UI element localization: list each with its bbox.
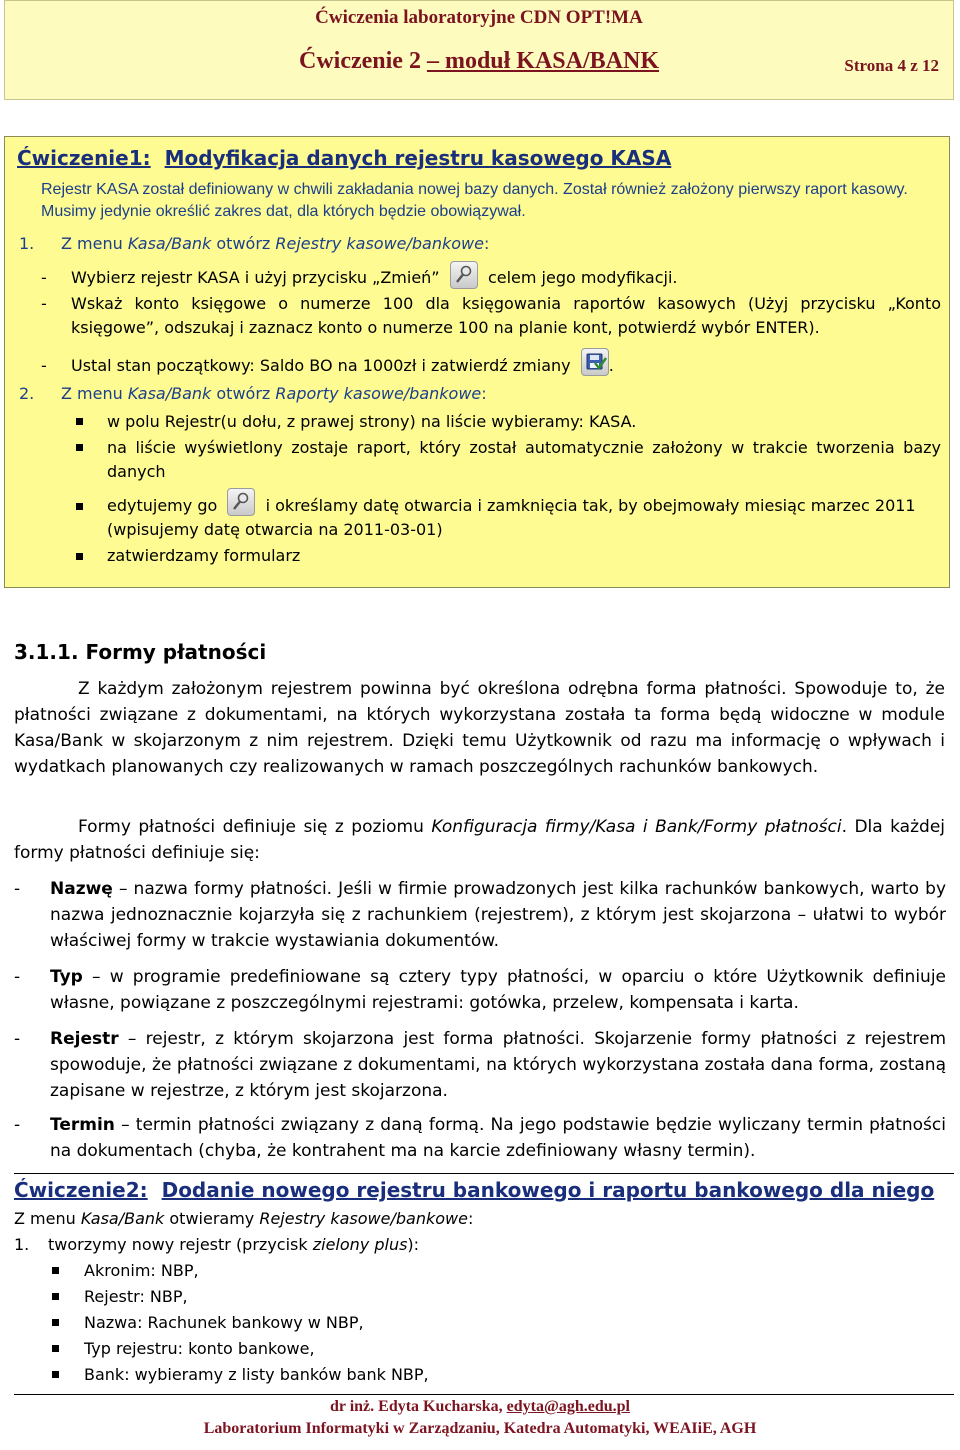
ex2-bullet-square — [52, 1293, 59, 1300]
section-paragraph-2: Formy płatności definiuje się z poziomu Konfiguracja firmy/Kasa i Bank/Formy płatności. Dla każdej formy płatności definiuje się: — [14, 817, 945, 863]
substep-2-line-1: na liście wyświetlony zostaje raport, który został automatycznie założony w trakcie tworzenia bazy — [107, 438, 941, 457]
course-title: Ćwiczenia laboratoryjne CDN OPT!MA — [315, 7, 643, 28]
bullet-square-1 — [76, 418, 83, 425]
substep-4-text: zatwierdzamy formularz — [107, 546, 301, 565]
ex2-bullet-square — [52, 1267, 59, 1274]
save-floppy-icon — [581, 348, 609, 376]
substep-3-line-2: (wpisujemy datę otwarcia na 2011-03-01) — [107, 520, 443, 539]
list-item-rejestr: Rejestr – rejestr, z którym skojarzona jest forma płatności. Skojarzenie formy płatności z rejestrem spowoduje, że płatności związane z dokumentami, na których wykorzystana została dana forma, zostaną zapisane w rejestrze, z którym jest skojarzona. — [50, 1029, 946, 1101]
exercise-2-step-text: tworzymy nowy rejestr (przycisk zielony plus): — [48, 1235, 420, 1254]
list-item-nazwa: Nazwę – nazwa formy płatności. Jeśli w firmie prowadzonych jest kilka rachunków bankowych, warto by nazwa jednoznacznie kojarzyła się z rachunkiem (rejestrem), z którym jest skojarzona – ułatwi to wybór właściwej formy w trakcie wystawiania dokumentów. — [50, 879, 946, 951]
bullet-dash-1: - — [41, 268, 47, 287]
bullet-1-text: Wybierz rejestr KASA i użyj przycisku „Zmień” celem jego modyfikacji. — [71, 267, 678, 289]
ex2-bullet-square — [52, 1371, 59, 1378]
bullet-3-text: Ustal stan początkowy: Saldo BO na 1000zł i zatwierdź zmiany . — [71, 355, 614, 377]
item-dash-3: - — [14, 1029, 21, 1049]
page-header — [4, 0, 954, 100]
chapter-prefix: Ćwiczenie 2 — [298, 48, 427, 74]
footer-rule — [14, 1394, 954, 1395]
ex2-bullet-5: Bank: wybieramy z listy banków bank NBP, — [84, 1365, 429, 1384]
bullet-2-line-1: Wskaż konto księgowe o numerze 100 dla księgowania raportów kasowych (Użyj przycisku „Konto — [71, 294, 941, 313]
ex2-bullet-1: Akronim: NBP, — [84, 1261, 199, 1280]
footer-lab-line: Laboratorium Informatyki w Zarządzaniu, Katedra Automatyki, WEAIiE, AGH — [203, 1420, 757, 1437]
chapter-module: – moduł KASA/BANK — [426, 48, 659, 74]
ex2-bullet-square — [52, 1345, 59, 1352]
exercise-1-box — [4, 136, 950, 588]
section-paragraph-1: Z każdym założonym rejestrem powinna być określona odrębna forma płatności. Spowoduje to, że płatności związane z dokumentami, na których wykorzystana została ta forma będą widoczne w module Kasa/Bank w skojarzonym z nim rejestrem. Dzięki temu Użytkownik od razu ma informację o wpływach i wydatkach planowanych czy realizowanych w ramach poszczególnych rachunków bankowych. — [14, 679, 945, 777]
substep-1-text: w polu Rejestr(u dołu, z prawej strony) na liście wybieramy: KASA. — [107, 412, 637, 431]
exercise-2-title: Ćwiczenie2: Dodanie nowego rejestru bankowego i raportu bankowego dla niego — [14, 1178, 935, 1202]
section-title: 3.1.1. Formy płatności — [14, 640, 267, 664]
step-1-text: Z menu Kasa/Bank otwórz Rejestry kasowe/bankowe: — [61, 234, 490, 253]
item-dash-2: - — [14, 967, 21, 987]
edit-magnifier-icon — [227, 488, 255, 516]
author-email-link[interactable]: edyta@agh.edu.pl — [506, 1398, 630, 1415]
exercise-1-title: Ćwiczenie1: Modyfikacja danych rejestru kasowego KASA — [17, 146, 672, 170]
footer-author-line: dr inż. Edyta Kucharska, edyta@agh.edu.pl — [330, 1398, 630, 1415]
ex2-bullet-square — [52, 1319, 59, 1326]
list-item-typ: Typ – w programie predefiniowane są cztery typy płatności, w oparciu o które Użytkownik definiuje własne, powiązane z poszczególnymi rejestrami: gotówka, przelew, kompensata i karta. — [50, 967, 946, 1013]
item-dash-1: - — [14, 879, 21, 899]
ex2-bullet-4: Typ rejestru: konto bankowe, — [84, 1339, 315, 1358]
list-item-termin: Termin – termin płatności związany z daną formą. Na jego podstawie będzie wyliczany termin płatności na dokumentach (chyba, że kontrahent ma na karcie zdefiniowany własny termin). — [50, 1115, 946, 1161]
bullet-square-2 — [76, 444, 83, 451]
ex2-bullet-3: Nazwa: Rachunek bankowy w NBP, — [84, 1313, 364, 1332]
exercise-1-intro: Rejestr KASA został definiowany w chwili zakładania nowej bazy danych. Został również założony pierwszy raport kasowy. Musimy jedynie określić zakres dat, dla których będzie obowiązywał. — [41, 181, 908, 220]
substep-2-line-2: danych — [107, 462, 166, 481]
bullet-dash-2: - — [41, 294, 47, 313]
step-1-number: 1. — [19, 234, 35, 253]
substep-3-line-1: edytujemy go i określamy datę otwarcia i zamknięcia tak, by obejmowały miesiąc marzec 2011 — [107, 495, 916, 517]
chapter-title — [5, 48, 953, 75]
exercise-2-step-number: 1. — [14, 1235, 30, 1254]
item-dash-4: - — [14, 1115, 21, 1135]
bullet-2-line-2: księgowe”, odszukaj i zaznacz konto o numerze 100 na planie kont, potwierdź wybór ENTER). — [71, 318, 820, 337]
bullet-dash-3: - — [41, 356, 47, 375]
ex2-bullet-2: Rejestr: NBP, — [84, 1287, 188, 1306]
step-2-text: Z menu Kasa/Bank otwórz Raporty kasowe/bankowe: — [61, 384, 487, 403]
bullet-square-4 — [76, 553, 83, 560]
exercise-2-menu-line: Z menu Kasa/Bank otwieramy Rejestry kasowe/bankowe: — [14, 1209, 474, 1228]
step-2-number: 2. — [19, 384, 35, 403]
page-number: Strona 4 z 12 — [844, 56, 939, 75]
bullet-square-3 — [76, 503, 83, 510]
edit-magnifier-icon — [450, 261, 478, 289]
exercise-2-top-rule — [14, 1173, 954, 1174]
